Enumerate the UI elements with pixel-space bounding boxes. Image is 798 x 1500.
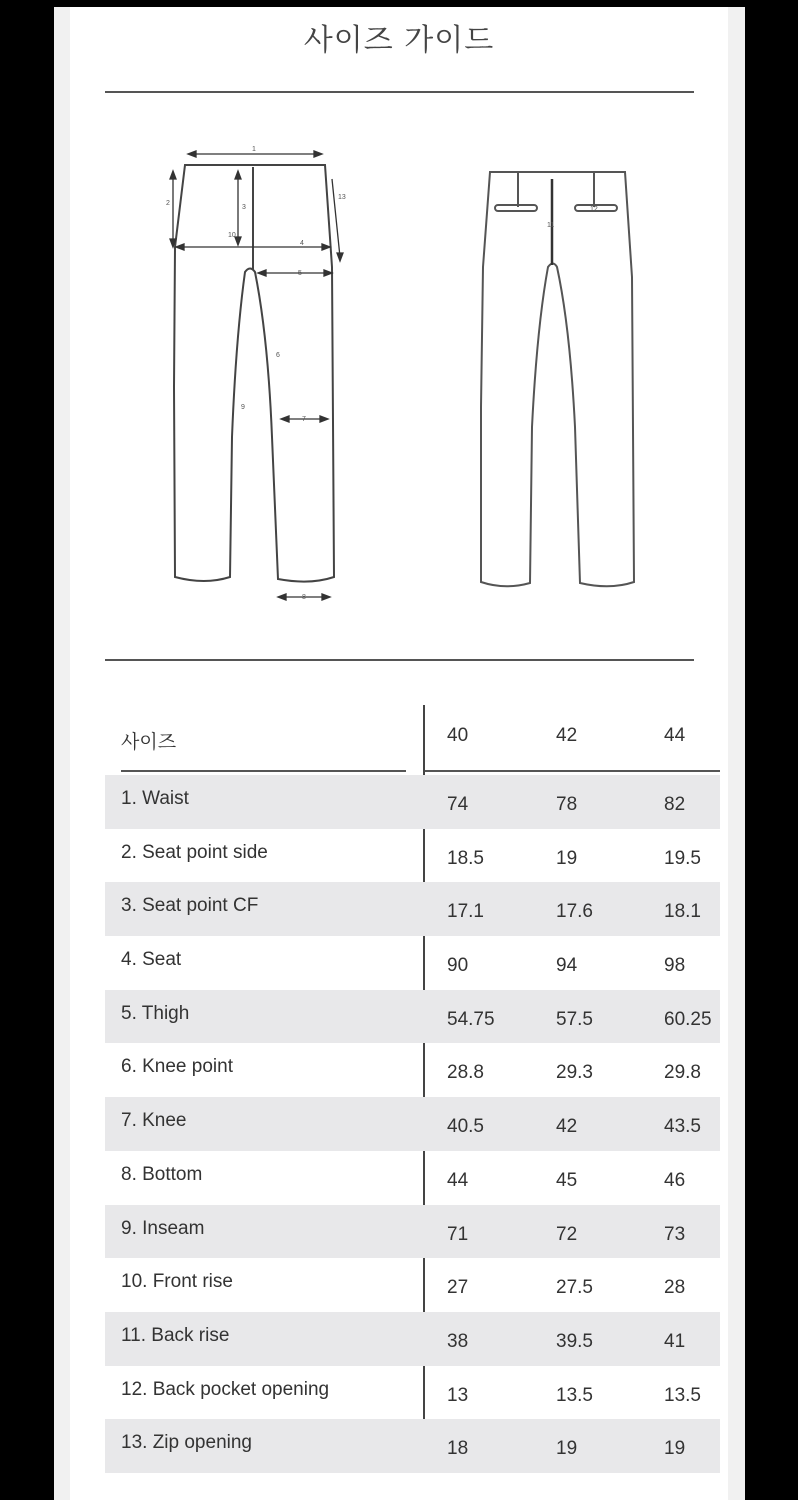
pants-back-diagram — [475, 157, 655, 597]
table-row — [105, 829, 720, 883]
cell-42: 72 — [556, 1223, 578, 1245]
size-col-40: 40 — [447, 725, 469, 746]
cell-44: 19.5 — [664, 847, 701, 869]
cell-42: 19 — [556, 847, 578, 869]
table-row — [105, 1366, 720, 1420]
cell-42: 13.5 — [556, 1384, 593, 1406]
table-row — [105, 775, 720, 829]
table-row — [105, 1097, 720, 1151]
row-label: 4. Seat — [121, 949, 182, 971]
cell-40: 18.5 — [447, 847, 484, 869]
header-underline-left — [121, 770, 406, 772]
table-row — [105, 990, 720, 1044]
table-row — [105, 1043, 720, 1097]
row-label: 9. Inseam — [121, 1217, 205, 1239]
cell-42: 78 — [556, 794, 578, 815]
svg-text:4: 4 — [300, 240, 304, 247]
svg-text:10: 10 — [228, 232, 236, 239]
cell-44: 13.5 — [664, 1384, 701, 1406]
row-label: 3. Seat point CF — [121, 895, 259, 917]
svg-text:7: 7 — [302, 416, 306, 423]
cell-40: 44 — [447, 1169, 469, 1191]
table-row — [105, 1151, 720, 1205]
size-header-label: 사이즈 — [121, 731, 177, 753]
row-label: 12. Back pocket opening — [121, 1378, 330, 1400]
svg-text:12: 12 — [590, 206, 598, 213]
middle-divider — [105, 659, 694, 661]
cell-40: 27 — [447, 1277, 469, 1299]
svg-text:6: 6 — [276, 352, 280, 359]
row-label: 11. Back rise — [121, 1324, 230, 1346]
cell-42: 94 — [556, 955, 578, 977]
cell-44: 41 — [664, 1330, 686, 1352]
cell-44: 82 — [664, 794, 686, 815]
size-col-42: 42 — [556, 725, 578, 746]
cell-44: 18.1 — [664, 901, 701, 923]
cell-40: 17.1 — [447, 901, 484, 923]
row-label: 8. Bottom — [121, 1163, 203, 1185]
page-panel — [54, 7, 745, 1500]
size-table — [105, 705, 720, 1473]
cell-44: 28 — [664, 1277, 686, 1299]
svg-text:3: 3 — [242, 204, 246, 211]
svg-text:2: 2 — [166, 200, 170, 207]
cell-42: 45 — [556, 1169, 578, 1191]
table-row — [105, 1258, 720, 1312]
cell-44: 43.5 — [664, 1116, 701, 1138]
row-label: 13. Zip opening — [121, 1432, 252, 1454]
svg-text:5: 5 — [298, 270, 302, 277]
cell-40: 13 — [447, 1384, 469, 1406]
pants-front-diagram — [160, 137, 360, 607]
row-label: 10. Front rise — [121, 1271, 233, 1293]
cell-40: 18 — [447, 1438, 469, 1460]
row-label: 2. Seat point side — [121, 841, 268, 863]
cell-40: 38 — [447, 1330, 469, 1352]
table-header — [105, 705, 720, 775]
label-11: 11 — [547, 222, 555, 229]
cell-42: 19 — [556, 1438, 578, 1460]
cell-42: 39.5 — [556, 1330, 593, 1352]
row-label: 7. Knee — [121, 1110, 187, 1132]
table-row — [105, 882, 720, 936]
top-divider — [105, 91, 694, 93]
cell-44: 29.8 — [664, 1062, 701, 1084]
svg-text:8: 8 — [302, 594, 306, 601]
row-label: 5. Thigh — [121, 1002, 190, 1024]
cell-42: 17.6 — [556, 901, 593, 923]
cell-40: 90 — [447, 955, 469, 977]
cell-40: 74 — [447, 794, 469, 815]
table-row — [105, 1312, 720, 1366]
cell-44: 60.25 — [664, 1008, 712, 1030]
svg-text:13: 13 — [338, 194, 346, 201]
label-1: 1 — [252, 146, 256, 153]
cell-40: 71 — [447, 1223, 469, 1245]
cell-40: 40.5 — [447, 1116, 484, 1138]
page-title: 사이즈 가이드 — [303, 23, 495, 58]
cell-40: 28.8 — [447, 1062, 484, 1084]
cell-44: 98 — [664, 955, 686, 977]
cell-42: 27.5 — [556, 1277, 593, 1299]
cell-44: 73 — [664, 1223, 686, 1245]
cell-42: 42 — [556, 1116, 578, 1138]
size-guide-sheet — [70, 7, 728, 1500]
header-underline-right — [425, 770, 720, 772]
table-row — [105, 936, 720, 990]
size-col-44: 44 — [664, 725, 686, 746]
cell-40: 54.75 — [447, 1008, 495, 1030]
cell-44: 46 — [664, 1169, 686, 1191]
cell-42: 29.3 — [556, 1062, 593, 1084]
table-row — [105, 1419, 720, 1473]
row-label: 6. Knee point — [121, 1056, 233, 1078]
table-row — [105, 1205, 720, 1259]
svg-text:9: 9 — [241, 404, 245, 411]
cell-42: 57.5 — [556, 1008, 593, 1030]
cell-44: 19 — [664, 1438, 686, 1460]
row-label: 1. Waist — [121, 788, 189, 809]
